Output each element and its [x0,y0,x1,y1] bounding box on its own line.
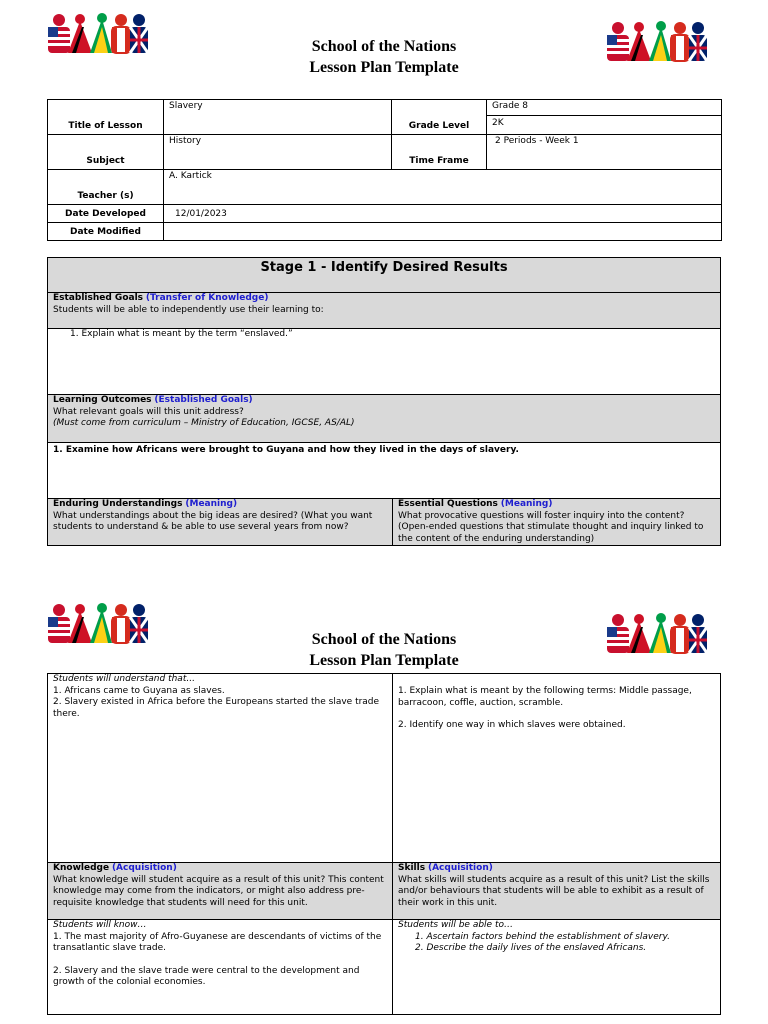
established-goals-header [48,293,720,328]
school-name-p2: School of the Nations [311,631,457,648]
goals-tag: (Transfer of Knowledge) [145,293,269,303]
grade-label: Grade Level [392,100,487,135]
goals-label: Established Goals [53,293,144,303]
page2-section [47,673,721,1015]
understandings-content[interactable] [48,674,392,862]
skills-header [393,863,720,919]
modified-value[interactable] [164,223,722,241]
page-header [0,36,768,78]
skills-desc: What skills will students acquire as a result of this unit? List the skills and/or behaviours that students will be able to exhibit as a result of their work in this unit. [398,874,710,908]
grade-value[interactable] [487,100,722,135]
outcomes-label: Learning Outcomes [53,395,152,405]
developed-label: Date Developed [48,205,164,223]
knowledge-desc: What knowledge will student acquire as a result of this unit? This content knowledge may come from the indicators, or might also address pre-requisite knowledge that students will need for this unit. [53,874,384,908]
grade-value-2: 2K [492,118,504,128]
outcomes-item: 1. Examine how Africans were brought to Guyana and how they lived in the days of slavery. [53,445,519,455]
skills-content[interactable] [393,920,720,1014]
template-title: Lesson Plan Template [309,59,459,76]
eu-desc: What understandings about the big ideas are desired? (What you want students to understand & be able to use several years from now? [53,510,373,532]
outcomes-content[interactable] [48,443,720,499]
developed-value[interactable]: 12/01/2023 [164,205,722,223]
skills-label: Skills [398,863,426,873]
understand-1: 1. Africans came to Guyana as slaves. [53,685,225,696]
teacher-label: Teacher (s) [48,170,164,205]
enduring-understandings-header [48,499,392,545]
eu-tag: (Meaning) [185,499,238,509]
outcomes-desc: What relevant goals will this unit address? [53,406,244,417]
able-intro: Students will be able to… [398,920,513,930]
goals-item: 1. Explain what is meant by the term “enslaved.” [70,329,293,339]
eq-desc: What provocative questions will foster inquiry into the content? (Open-ended questions that stimulate thought and inquiry linked to the content of the enduring understanding) [398,510,704,544]
know-2: 2. Slavery and the slave trade were central to the development and growth of the colonial economies. [53,965,360,987]
know-intro: Students will know… [53,920,147,930]
essential-questions-header [393,499,720,545]
able-1: 1. Ascertain factors behind the establishment of slavery. [415,931,670,942]
skills-tag: (Acquisition) [427,863,493,873]
able-2: 2. Describe the daily lives of the enslaved Africans. [415,943,647,953]
stage1-header [48,258,720,292]
grade-value-1: Grade 8 [487,100,721,116]
learning-outcomes-header [48,395,720,442]
questions-content[interactable] [393,684,720,862]
eq-tag: (Meaning) [500,499,553,509]
goals-desc: Students will be able to independently use their learning to: [53,304,324,315]
subject-value[interactable]: History [164,135,392,170]
modified-label: Date Modified [48,223,164,241]
knowledge-label: Knowledge [53,863,110,873]
stage1-title: Stage 1 - Identify Desired Results [260,260,508,275]
question-1: 1. Explain what is meant by the following terms: Middle passage, barracoon, coffle, auction, scramble. [398,686,692,708]
goals-content[interactable] [48,329,720,394]
lesson-info-table [47,99,722,241]
question-2: 2. Identify one way in which slaves were obtained. [398,720,626,730]
timeframe-label: Time Frame [392,135,487,170]
stage1-section [47,257,721,546]
school-name: School of the Nations [311,38,457,55]
template-title-p2: Lesson Plan Template [309,652,459,669]
subject-label: Subject [48,135,164,170]
eq-label: Essential Questions [398,499,498,509]
understand-intro: Students will understand that... [53,674,195,684]
title-value[interactable]: Slavery [164,100,392,135]
understand-2: 2. Slavery existed in Africa before the Europeans started the slave trade there. [53,697,380,719]
eu-label: Enduring Understandings [53,499,183,509]
outcomes-tag: (Established Goals) [154,395,253,405]
timeframe-value[interactable]: 2 Periods - Week 1 [487,135,722,170]
page-header-p2 [0,629,768,671]
outcomes-note: (Must come from curriculum – Ministry of Education, IGCSE, AS/AL) [53,418,355,428]
title-label: Title of Lesson [48,100,164,135]
knowledge-header [48,863,392,919]
know-1: 1. The mast majority of Afro-Guyanese are descendants of victims of the transatlantic slave trade. [53,931,382,953]
teacher-value[interactable]: A. Kartick [164,170,722,205]
knowledge-content[interactable] [48,920,392,1014]
knowledge-tag: (Acquisition) [111,863,177,873]
